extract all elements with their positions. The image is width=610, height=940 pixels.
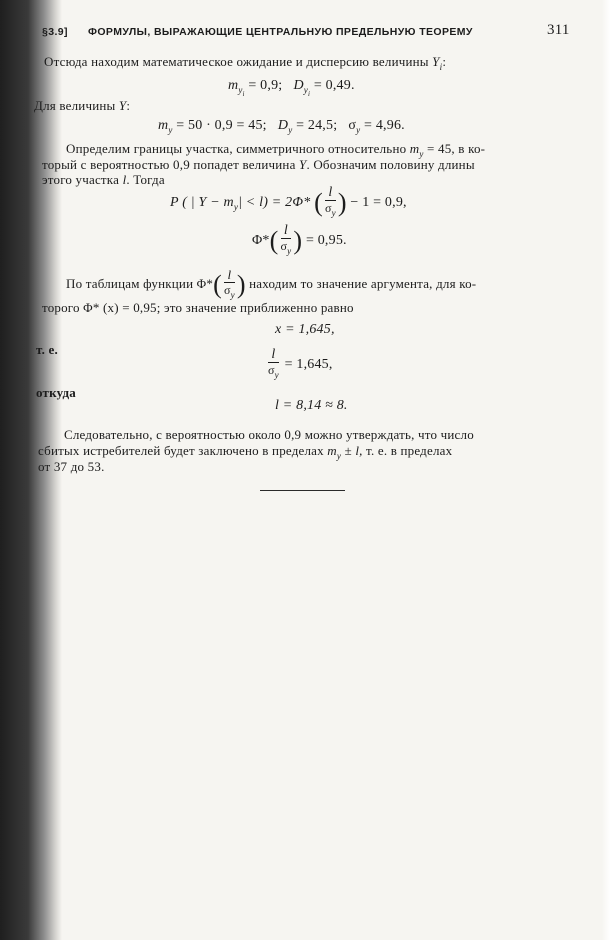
paragraph-4-line-1: По таблицам функции Φ*( $\frac{l}{\sigma_y}$ ) находим то значение аргумента, для ко- [66,267,477,300]
paragraph-1: Отсюда находим математическое ожидание и дисперсию величины $Y_i$: [44,54,447,72]
equation-7: l = 8,14 ≈ 8. [275,398,348,413]
paragraph-5-line-2: сбитых истребителей будет заключено в пределах $m_y \pm l$, т. е. в пределах [38,443,453,461]
equation-6: $\frac{l}{\sigma_y}$ = 1,645, [268,347,333,380]
te-label: т. е. [36,342,58,357]
fraction-l-over-sigma: $\frac{l}{\sigma_y}$ [280,223,292,256]
equation-5: x = 1,645, [275,322,335,337]
end-rule [260,490,345,491]
paragraph-3-line-2: торый с вероятностью 0,9 попадет величина Y. Обозначим половину длины [42,157,475,172]
paragraph-2: Для величины Y: [34,98,131,113]
otkuda-label: откуда [36,385,76,400]
equation-1: $m_{yi} = 0,9$; $D_{yi} = 0,49$. [228,78,355,98]
fraction-l-over-sigma: $\frac{l}{\sigma_y}$ [324,185,336,218]
page-number: 311 [547,22,570,38]
paragraph-5-line-3: от 37 до 53. [38,459,105,474]
running-title: ФОРМУЛЫ, ВЫРАЖАЮЩИЕ ЦЕНТРАЛЬНУЮ ПРЕДЕЛЬНУЮ ТЕОРЕМУ [88,26,473,38]
equation-4: Φ*( $\frac{l}{\sigma_y}$ ) = 0,95. [252,223,347,256]
equation-3: P ( | $Y - m_y| < l) = 2\Phi*$ ( $\frac{l}{\sigma_y}$ ) − 1 = 0,9, [170,185,407,218]
equation-2: $m_y = 50 \cdot 0,9 = 45$; $D_y = 24,5$; $\sigma_y = 4,96$. [158,118,405,135]
paragraph-3-line-3: этого участка l. Тогда [42,172,165,187]
paragraph-5-line-1: Следовательно, с вероятностью около 0,9 можно утверждать, что число [64,427,474,442]
paragraph-3-line-1: Определим границы участка, симметричного относительно $m_y = 45$, в ко- [66,141,486,159]
page-edge [602,0,610,940]
fraction-l-over-sigma: $\frac{l}{\sigma_y}$ [268,347,279,380]
fraction-l-over-sigma: $\frac{l}{\sigma_y}$ [223,267,235,300]
paragraph-4-line-2: торого Φ* (x) = 0,95; это значение приближенно равно [42,300,354,315]
section-marker: §3.9] [42,26,68,38]
